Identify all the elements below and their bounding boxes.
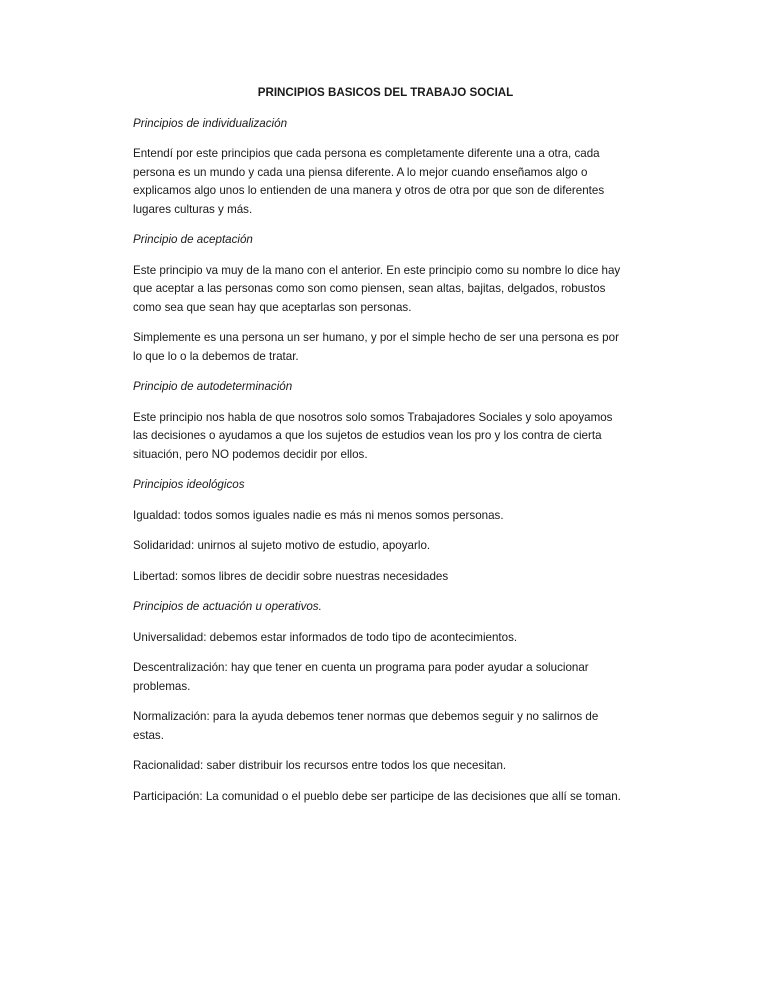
paragraph-line: problemas. <box>133 679 191 693</box>
section-heading: Principios de actuación u operativos. <box>133 600 322 613</box>
section-heading: Principios de individualización <box>133 116 288 130</box>
paragraph <box>133 757 638 776</box>
paragraph-line: explicamos algo unos lo entienden de una manera y otros de otra por que son de diferentes <box>133 184 605 197</box>
paragraph-line: como sea que sean hay que aceptarlas son personas. <box>133 300 412 314</box>
section-heading: Principio de autodeterminación <box>133 380 293 393</box>
paragraph-line: persona es un mundo y cada una piensa diferente. A lo mejor cuando enseñamos algo o <box>133 165 588 179</box>
paragraph <box>133 537 638 556</box>
document-body <box>133 84 638 818</box>
paragraph-line: estas. <box>133 728 164 742</box>
paragraph-line: que aceptar a las personas como son como piensen, sean altas, bajitas, delgados, robustos <box>133 282 606 295</box>
paragraph-line: lo que lo o la debemos de tratar. <box>133 349 299 363</box>
paragraph <box>133 262 638 318</box>
paragraph <box>133 329 638 366</box>
paragraph-line: lugares culturas y más. <box>133 202 253 216</box>
paragraph <box>133 788 638 807</box>
paragraph-line: Solidaridad: unirnos al sujeto motivo de estudio, apoyarlo. <box>133 539 431 552</box>
paragraph <box>133 145 638 219</box>
paragraph-line: las decisiones o ayudamos a que los sujetos de estudios vean los pro y los contra de cierta <box>133 429 602 442</box>
paragraph-line: Igualdad: todos somos iguales nadie es más ni menos somos personas. <box>133 508 504 522</box>
paragraph-line: Universalidad: debemos estar informados de todo tipo de acontecimientos. <box>133 630 518 644</box>
paragraph <box>133 659 638 696</box>
paragraph-line: Simplemente es una persona un ser humano, y por el simple hecho de ser una persona es por <box>133 331 619 344</box>
paragraph <box>133 568 638 587</box>
section-heading: Principios ideológicos <box>133 478 245 491</box>
paragraph-line: Entendí por este principios que cada persona es completamente diferente una a otra, cada <box>133 147 600 160</box>
paragraph <box>133 629 638 648</box>
paragraph-line: Este principio va muy de la mano con el anterior. En este principio como su nombre lo dice hay <box>133 263 621 277</box>
paragraph-line: Libertad: somos libres de decidir sobre nuestras necesidades <box>133 569 449 583</box>
paragraph-line: Descentralización: hay que tener en cuenta un programa para poder ayudar a solucionar <box>133 661 589 674</box>
section-heading: Principio de aceptación <box>133 233 253 246</box>
paragraph <box>133 409 638 465</box>
paragraph-line: situación, pero NO podemos decidir por ellos. <box>133 447 368 461</box>
paragraph-line: Racionalidad: saber distribuir los recursos entre todos los que necesitan. <box>133 759 507 772</box>
paragraph <box>133 507 638 526</box>
paragraph <box>133 708 638 745</box>
paragraph-line: Participación: La comunidad o el pueblo debe ser participe de las decisiones que allí se toman. <box>133 789 621 803</box>
paragraph-line: Este principio nos habla de que nosotros solo somos Trabajadores Sociales y solo apoyamos <box>133 410 613 424</box>
document-title: PRINCIPIOS BASICOS DEL TRABAJO SOCIAL <box>257 86 514 99</box>
paragraph-line: Normalización: para la ayuda debemos tener normas que debemos seguir y no salirnos de <box>133 710 599 723</box>
